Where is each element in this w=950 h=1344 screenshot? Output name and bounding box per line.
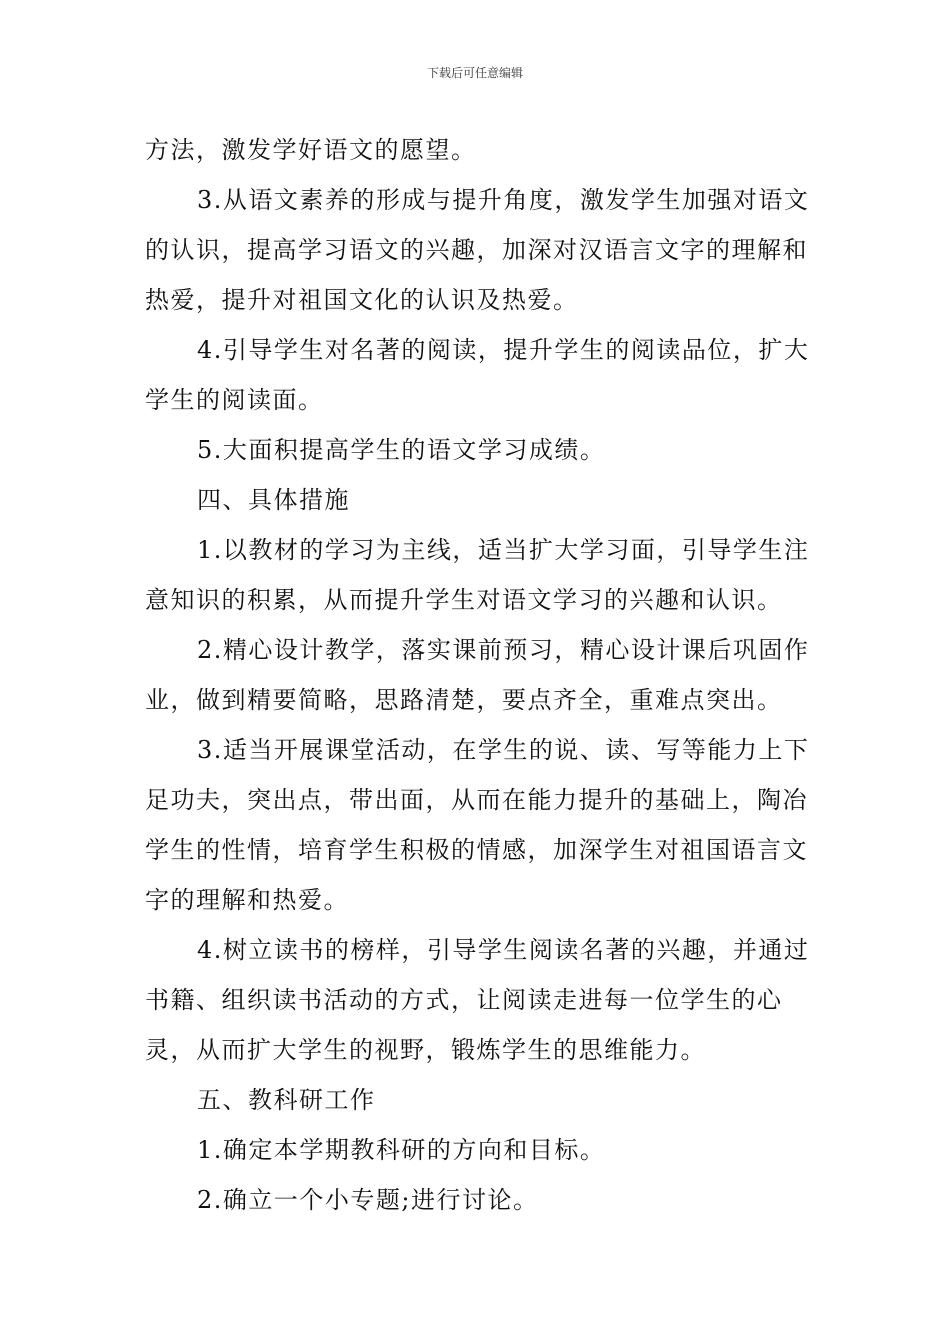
header-note: 下载后可任意编辑 bbox=[426, 66, 523, 80]
paragraph-4: 5.大面积提高学生的语文学习成绩。 bbox=[197, 436, 606, 464]
paragraph-9: 4.树立读书的榜样，引导学生阅读名著的兴趣，并通过书籍、组织读书活动的方式，让阅读走进每一位学生的心灵，从而扩大学生的视野，锻炼学生的思维能力。 bbox=[145, 936, 810, 1064]
paragraph-11: 1.确定本学期教科研的方向和目标。 bbox=[197, 1136, 606, 1164]
paragraph-8: 3.适当开展课堂活动，在学生的说、读、写等能力上下足功夫，突出点，带出面，从而在能力提升的基础上，陶冶学生的性情，培育学生积极的情感，加深学生对祖国语言文字的理解和热爱。 bbox=[145, 736, 810, 914]
paragraph-3: 4.引导学生对名著的阅读，提升学生的阅读品位，扩大学生的阅读面。 bbox=[145, 336, 810, 414]
paragraph-7: 2.精心设计教学，落实课前预习，精心设计课后巩固作业，做到精要简略，思路清楚，要点齐全，重难点突出。 bbox=[145, 636, 810, 714]
paragraph-2: 3.从语文素养的形成与提升角度，激发学生加强对语文的认识，提高学习语文的兴趣，加深对汉语言文字的理解和热爱，提升对祖国文化的认识及热爱。 bbox=[145, 186, 810, 314]
paragraph-12: 2.确立一个小专题;进行讨论。 bbox=[197, 1186, 539, 1214]
section-heading-measures: 四、具体措施 bbox=[197, 486, 350, 514]
paragraph-1: 方法，激发学好语文的愿望。 bbox=[145, 136, 477, 164]
section-heading-research: 五、教科研工作 bbox=[197, 1086, 376, 1114]
paragraph-6: 1.以教材的学习为主线，适当扩大学习面，引导学生注意知识的积累，从而提升学生对语文学习的兴趣和认识。 bbox=[145, 536, 810, 614]
document-body bbox=[145, 125, 810, 1225]
